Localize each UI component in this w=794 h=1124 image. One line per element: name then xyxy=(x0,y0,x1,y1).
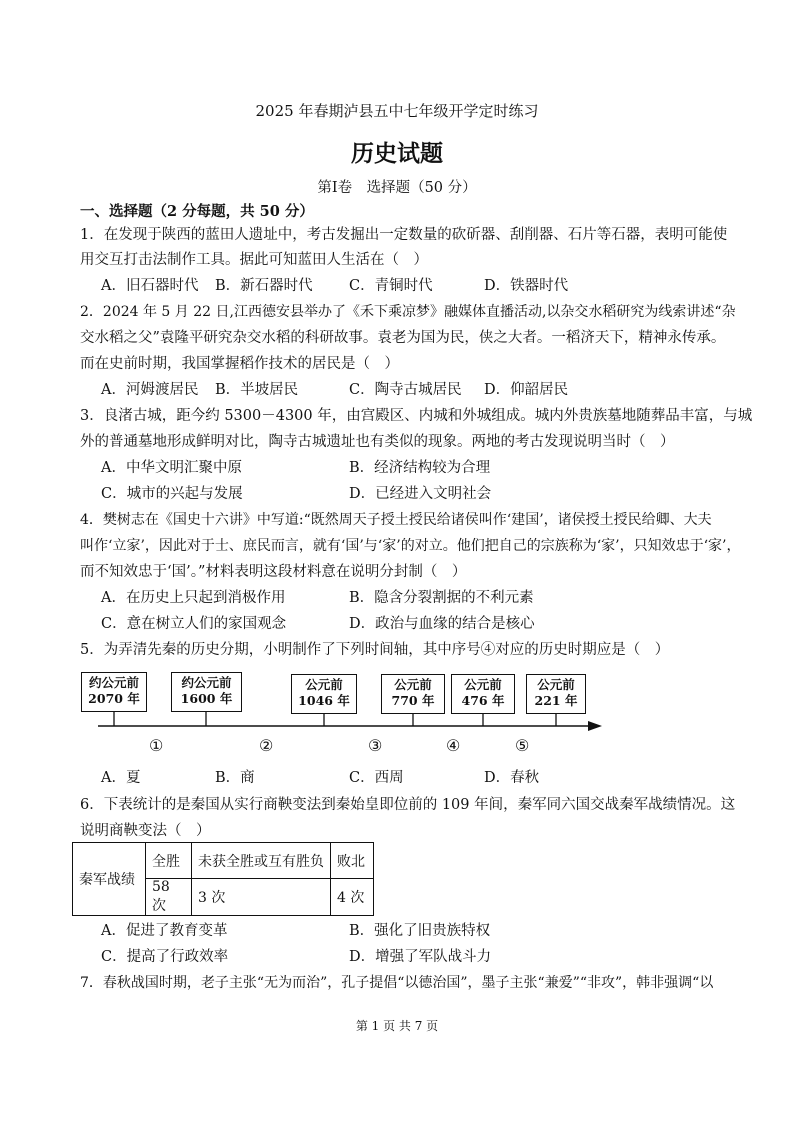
volume-heading: 第Ⅰ卷 选择题（50 分） xyxy=(317,180,477,196)
timeline-box-bottom: 1600 年 xyxy=(180,691,233,706)
question-3-option-b[interactable]: B．经济结构较为合理 xyxy=(349,460,491,476)
question-7-line-1: 7．春秋战国时期，老子主张“无为而治”，孔子提倡“以德治国”，墨子主张“兼爱”“非攻”，韩非强调“以 xyxy=(80,975,714,991)
question-5-option-d[interactable]: D．春秋 xyxy=(484,770,540,786)
timeline-marker-2: ② xyxy=(259,736,274,755)
question-6-option-b[interactable]: B．强化了旧贵族特权 xyxy=(349,923,491,939)
question-1-option-c[interactable]: C．青铜时代 xyxy=(349,278,433,294)
question-2-option-a[interactable]: A．河姆渡居民 xyxy=(101,382,199,398)
question-2-option-c[interactable]: C．陶寺古城居民 xyxy=(349,382,462,398)
question-2-line-1: 2．2024 年 5 月 22 日,江西德安县举办了《禾下乘凉梦》融媒体直播活动,以杂交水稻研究为线索讲述“杂 xyxy=(80,304,736,320)
question-6-option-c[interactable]: C．提高了行政效率 xyxy=(101,949,229,965)
timeline-box-top: 公元前 xyxy=(394,677,432,692)
table-header-cell: 全胜 xyxy=(146,843,192,879)
timeline-marker-4: ④ xyxy=(446,736,461,755)
timeline-box-bottom: 1046 年 xyxy=(298,693,350,708)
exam-subtitle: 2025 年春期泸县五中七年级开学定时练习 xyxy=(255,102,539,120)
table-row-header: 秦军战绩 xyxy=(73,843,146,916)
battle-record-table xyxy=(72,842,374,916)
question-4-option-d[interactable]: D．政治与血缘的结合是核心 xyxy=(349,616,535,632)
question-3-option-a[interactable]: A．中华文明汇聚中原 xyxy=(101,460,242,476)
timeline-marker-3: ③ xyxy=(368,736,383,755)
question-5-option-c[interactable]: C．西周 xyxy=(349,770,404,786)
question-2-option-b[interactable]: B．半坡居民 xyxy=(215,382,299,398)
timeline-box-top: 约公元前 xyxy=(181,675,232,690)
question-4-option-a[interactable]: A．在历史上只起到消极作用 xyxy=(101,590,286,606)
timeline-marker-5: ⑤ xyxy=(515,736,530,755)
question-2-option-d[interactable]: D．仰韶居民 xyxy=(484,382,569,398)
timeline-box-top: 公元前 xyxy=(464,677,502,692)
question-1-line-2: 用交互打击法制作工具。据此可知蓝田人生活在（ ） xyxy=(80,252,428,268)
question-2-line-3: 而在史前时期，我国掌握稻作技术的居民是（ ） xyxy=(80,356,399,372)
question-4-option-b[interactable]: B．隐含分裂割据的不利元素 xyxy=(349,590,534,606)
timeline-box-bottom: 221 年 xyxy=(534,693,578,708)
question-6-option-d[interactable]: D．增强了军队战斗力 xyxy=(349,949,492,965)
table-header-cell: 败北 xyxy=(331,843,374,879)
question-3-option-d[interactable]: D．已经进入文明社会 xyxy=(349,486,492,502)
question-3-line-2: 外的普通墓地形成鲜明对比，陶寺古城遗址也有类似的现象。两地的考古发现说明当时（ ） xyxy=(80,434,675,450)
timeline-box-top: 约公元前 xyxy=(88,675,139,690)
timeline-marker-1: ① xyxy=(149,736,164,755)
question-4-line-2: 叫作‘立家’，因此对于士、庶民而言，就有‘国’与‘家’的对立。他们把自己的宗族称为‘家’，只知效忠于‘家’， xyxy=(80,538,741,554)
question-5-line-1: 5．为弄清先秦的历史分期，小明制作了下列时间轴，其中序号④对应的历史时期应是（ ） xyxy=(80,642,670,658)
table-cell: 3 次 xyxy=(192,879,331,916)
question-1-option-d[interactable]: D．铁器时代 xyxy=(484,278,569,294)
question-4-option-c[interactable]: C．意在树立人们的家国观念 xyxy=(101,616,287,632)
question-5-option-a[interactable]: A．夏 xyxy=(101,770,141,786)
table-row xyxy=(73,843,374,879)
table-cell: 4 次 xyxy=(331,879,374,916)
question-3-option-c[interactable]: C．城市的兴起与发展 xyxy=(101,486,243,502)
timeline-box-top: 公元前 xyxy=(537,677,575,692)
table-header-cell: 未获全胜或互有胜负 xyxy=(192,843,331,879)
section-heading: 一、选择题（2 分每题，共 50 分） xyxy=(80,203,314,220)
question-1-line-1: 1．在发现于陕西的蓝田人遗址中，考古发掘出一定数量的砍斫器、刮削器、石片等石器，表明可能使 xyxy=(80,227,728,243)
timeline-box-bottom: 2070 年 xyxy=(88,691,140,706)
question-4-line-1: 4．樊树志在《国史十六讲》中写道:“既然周天子授土授民给诸侯叫作‘建国’，诸侯授土授民给卿、大夫 xyxy=(80,512,712,528)
table-cell: 58 次 xyxy=(146,879,192,916)
question-4-line-3: 而不知效忠于‘国’。”材料表明这段材料意在说明分封制（ ） xyxy=(80,564,467,580)
question-1-option-a[interactable]: A．旧石器时代 xyxy=(101,278,199,294)
question-6-option-a[interactable]: A．促进了教育变革 xyxy=(101,923,228,939)
question-6-line-2: 说明商鞅变法（ ） xyxy=(80,823,211,839)
timeline-box-bottom: 476 年 xyxy=(461,693,505,708)
question-5-option-b[interactable]: B．商 xyxy=(215,770,255,786)
question-2-line-2: 交水稻之父”袁隆平研究杂交水稻的科研故事。袁老为国为民，侠之大者。一稻济天下，精神永传承。 xyxy=(80,330,726,346)
timeline-box-top: 公元前 xyxy=(305,677,343,692)
question-3-line-1: 3．良渚古城，距今约 5300－4300 年，由宫殿区、内城和外城组成。城内外贵族墓地随葬品丰富，与城 xyxy=(80,408,753,424)
page-footer: 第 1 页 共 7 页 xyxy=(355,1019,439,1033)
question-1-option-b[interactable]: B．新石器时代 xyxy=(215,278,313,294)
question-6-line-1: 6．下表统计的是秦国从实行商鞅变法到秦始皇即位前的 109 年间，秦军同六国交战秦军战绩情况。这 xyxy=(80,797,736,813)
exam-title: 历史试题 xyxy=(351,140,443,167)
timeline-box-bottom: 770 年 xyxy=(391,693,435,708)
